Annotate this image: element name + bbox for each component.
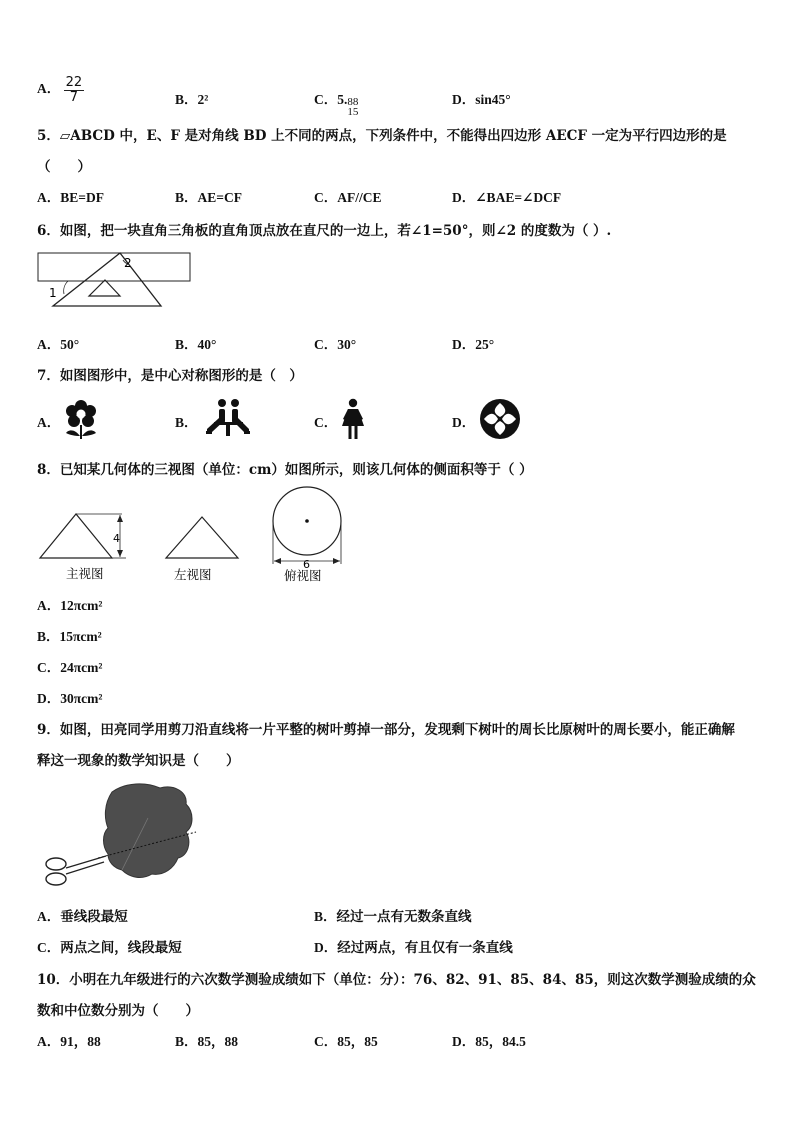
q7-two-people-sitting-icon	[202, 398, 252, 438]
q5-option-b: B．AE=CF	[175, 190, 242, 205]
q6-option-c: C．30°	[314, 337, 357, 352]
q6-option-b: B．40°	[175, 337, 217, 352]
q4-option-a	[37, 76, 84, 104]
q8-top-view-center	[305, 519, 309, 523]
q10-option-a: A．91，88	[37, 1034, 101, 1049]
q7-option-d-label: D．	[452, 415, 476, 430]
q4-option-b: B．2²	[175, 92, 209, 107]
q4-repeating-digits-top: 88	[347, 96, 359, 108]
q10-stem-line1: 10．小明在九年级进行的六次数学测验成绩如下（单位：分）：76、82、91、85、84、85，则这次数学测验成绩的众	[37, 972, 756, 988]
q9-stem-line1: 9．如图，田亮同学用剪刀沿直线将一片平整的树叶剪掉一部分，发现剩下树叶的周长比原树叶的周长要小，能正确解	[37, 722, 735, 738]
q8-option-c: C．24πcm²	[37, 660, 103, 675]
q8-stem: 8．已知某几何体的三视图（单位：cm）如图所示，则该几何体的侧面积等于（ ）	[37, 462, 533, 478]
q8-height-label: 4	[113, 532, 120, 545]
q4-repeating-digits-bottom: 15	[347, 106, 359, 118]
q5-option-c: C．AF//CE	[314, 190, 382, 205]
q7-circle-cross-icon	[478, 397, 522, 441]
q6-option-a: A．50°	[37, 337, 80, 352]
q9-leaf	[104, 784, 193, 878]
q8-option-b: B．15πcm²	[37, 629, 102, 644]
q9-leaf-scissors-figure	[38, 778, 198, 896]
q6-set-square-hole	[89, 280, 120, 296]
q4-option-a-prefix: A．	[37, 81, 61, 97]
q8-front-view-label: 主视图	[66, 566, 104, 581]
q10-stem-line2: 数和中位数分别为（ ）	[37, 1003, 199, 1019]
q9-stem-line2: 释这一现象的数学知识是（ ）	[37, 753, 240, 769]
q8-option-d: D．30πcm²	[37, 691, 103, 706]
q4-fraction-denominator: 7	[69, 89, 79, 105]
q7-flower-icon	[62, 398, 100, 440]
q10-option-d: D．85，84.5	[452, 1034, 526, 1049]
q6-angle1-arc	[64, 281, 68, 294]
q8-three-views-figure	[36, 484, 356, 586]
q7-option-a-label: A．	[37, 415, 61, 430]
q9-scissors-icon	[46, 856, 106, 885]
q8-left-view-label: 左视图	[174, 567, 212, 582]
q4-option-c	[314, 88, 365, 118]
q9-option-c: C．两点之间，线段最短	[37, 940, 182, 955]
q8-top-view-label: 俯视图	[284, 568, 322, 583]
q9-option-b: B．经过一点有无数条直线	[314, 909, 472, 924]
q6-angle2-label: 2	[124, 256, 132, 270]
q5-stem: 5．▱ABCD 中，E、F 是对角线 BD 上不同的两点，下列条件中，不能得出四边形 AECF 一定为平行四边形的是	[37, 128, 727, 144]
q5-option-a: A．BE=DF	[37, 190, 104, 205]
q7-stem: 7．如图图形中，是中心对称图形的是（ ）	[37, 368, 303, 384]
q4-option-c-prefix: C．5.	[314, 92, 348, 107]
q6-ruler-triangle-figure	[36, 250, 196, 322]
q5-option-d: D．∠BAE=∠DCF	[452, 190, 562, 205]
q7-woman-icon	[340, 398, 366, 440]
q6-set-square	[53, 253, 161, 306]
q6-angle1-label: 1	[49, 286, 57, 300]
q10-option-c: C．85，85	[314, 1034, 378, 1049]
q4-fraction-numerator: 22	[65, 75, 83, 90]
q6-option-d: D．25°	[452, 337, 495, 352]
q4-option-d: D．sin45°	[452, 92, 511, 107]
q8-left-view-triangle	[166, 517, 238, 558]
q7-option-b-label: B．	[175, 415, 198, 430]
q8-front-view-triangle	[40, 514, 112, 558]
q4-fraction	[64, 76, 85, 104]
q10-option-b: B．85，88	[175, 1034, 239, 1049]
q5-paren: （ ）	[37, 159, 91, 175]
q9-option-d: D．经过两点，有且仅有一条直线	[314, 940, 513, 955]
q9-option-a: A．垂线段最短	[37, 909, 128, 924]
q8-width-label: 6	[303, 558, 310, 571]
q6-stem: 6．如图，把一块直角三角板的直角顶点放在直尺的一边上，若∠1=50°，则∠2 的度数为（ ）.	[37, 223, 612, 239]
q8-option-a: A．12πcm²	[37, 598, 103, 613]
q7-option-c-label: C．	[314, 415, 338, 430]
